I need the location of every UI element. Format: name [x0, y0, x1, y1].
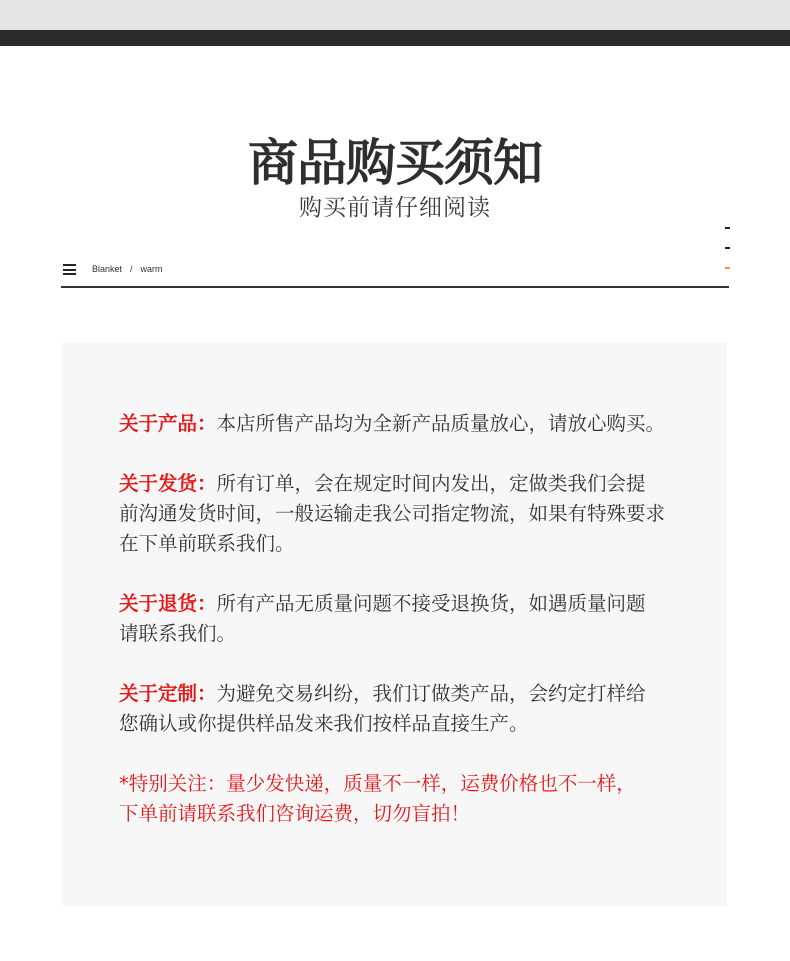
notice-custom [119, 679, 679, 739]
notice-special-line1: *特别关注：量少发快递，质量不一样，运费价格也不一样， [119, 772, 636, 795]
decor-dash-2 [725, 247, 730, 249]
menu-icon [63, 264, 76, 275]
notice-returns [119, 589, 679, 649]
notice-returns-label: 关于退货： [119, 592, 217, 615]
notice-custom-label: 关于定制： [119, 682, 217, 705]
breadcrumb-item-warm: warm [140, 264, 163, 274]
header-bar [0, 30, 790, 46]
notice-special-line2: 下单前请联系我们咨询运费，切勿盲拍！ [119, 802, 471, 825]
breadcrumb [92, 264, 163, 275]
top-strip [0, 0, 790, 30]
page-subtitle: 购买前请仔细阅读 [299, 195, 491, 221]
decor-dash-1 [725, 227, 730, 229]
notice-custom-line1: 为避免交易纠纷，我们订做类产品，会约定打样给 [216, 682, 646, 705]
notice-special [119, 769, 679, 829]
divider-line [61, 286, 729, 288]
breadcrumb-separator: / [130, 264, 133, 274]
notice-custom-line2: 您确认或你提供样品发来我们按样品直接生产。 [119, 712, 529, 735]
notice-returns-line1: 所有产品无质量问题不接受退换货，如遇质量问题 [216, 592, 646, 615]
notice-shipping-line1: 所有订单，会在规定时间内发出，定做类我们会提 [216, 472, 646, 495]
notice-shipping-line3: 在下单前联系我们。 [119, 532, 295, 555]
decor-dash-3 [725, 267, 730, 269]
notice-shipping-line2: 前沟通发货时间，一般运输走我公司指定物流，如果有特殊要求 [119, 502, 666, 525]
notice-shipping [119, 469, 679, 559]
notice-returns-line2: 请联系我们。 [119, 622, 237, 645]
page-title: 商品购买须知 [248, 133, 542, 192]
notice-shipping-label: 关于发货： [119, 472, 217, 495]
breadcrumb-item-blanket: Blanket [92, 264, 123, 274]
notice-product [119, 409, 679, 439]
notice-product-text: 本店所售产品均为全新产品质量放心，请放心购买。 [216, 412, 666, 435]
notice-product-label: 关于产品： [119, 412, 217, 435]
